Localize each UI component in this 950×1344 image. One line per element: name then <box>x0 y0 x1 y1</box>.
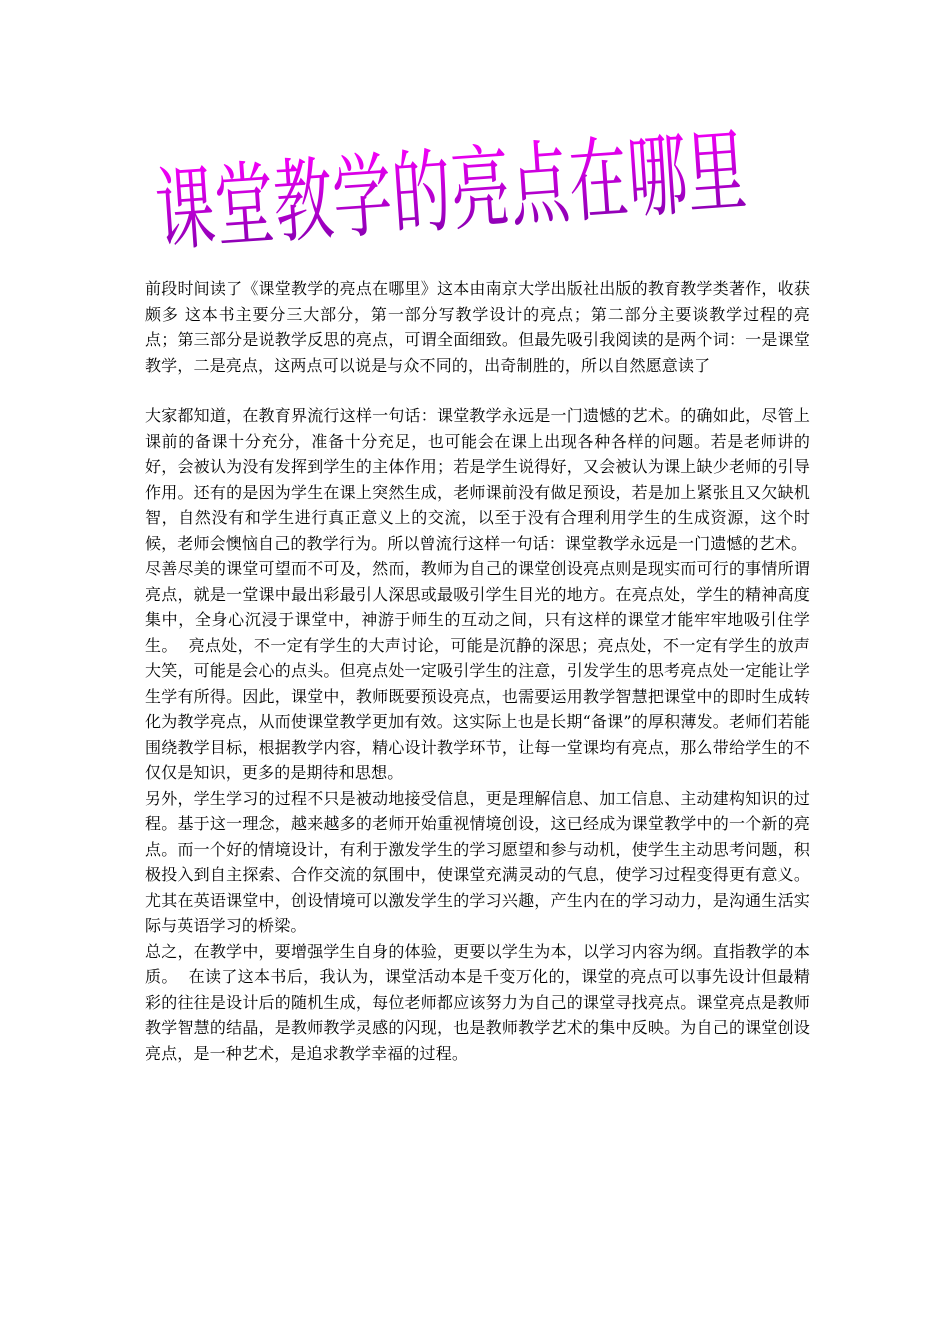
paragraph-3: 尽善尽美的课堂可望而不可及，然而，教师为自己的课堂创设亮点则是现实而可行的事情所谓亮点，就是一堂课中最出彩最引人深思或最吸引学生目光的地方。在亮点处，学生的精神高度集中，全身心沉浸于课堂中，神游于师生的互动之间，只有这样的课堂才能牢牢地吸引住学生。 亮点处，不一定有学生的大声讨论，可能是沉静的深思；亮点处，不一定有学生的放声大笑，可能是会心的点头。但亮点处一定吸引学生的注意，引发学生的思考亮点处一定能让学生学有所得。因此，课堂中，教师既要预设亮点，也需要运用教学智慧把课堂中的即时生成转化为教学亮点，从而使课堂教学更加有效。这实际上也是长期“备课”的厚积薄发。老师们若能围绕教学目标，根据教学内容，精心设计教学环节，让每一堂课均有亮点，那么带给学生的不仅仅是知识，更多的是期待和思想。 <box>145 559 810 782</box>
page-title: 课堂教学的亮点在哪里 <box>152 104 933 265</box>
paragraph-intro: 前段时间读了《课堂教学的亮点在哪里》这本由南京大学出版社出版的教育教学类著作，收获颇多 这本书主要分三大部分，第一部分写教学设计的亮点；第二部分主要谈教学过程的亮点；第三部分是说教学反思的亮点，可谓全面细致。但最先吸引我阅读的是两个词：一是课堂教学，二是亮点，这两点可以说是与众不同的，出奇制胜的，所以自然愿意读了 <box>145 279 810 375</box>
paragraph-2: 大家都知道，在教育界流行这样一句话：课堂教学永远是一门遗憾的艺术。的确如此，尽管上课前的备课十分充分，准备十分充足，也可能会在课上出现各种各样的问题。若是老师讲的好，会被认为没有发挥到学生的主体作用；若是学生说得好，又会被认为课上缺少老师的引导作用。还有的是因为学生在课上突然生成，老师课前没有做足预设，若是加上紧张且又欠缺机智，自然没有和学生进行真正意义上的交流，以至于没有合理利用学生的生成资源，这个时候，老师会懊恼自己的教学行为。所以曾流行这样一句话：课堂教学永远是一门遗憾的艺术。 <box>145 406 810 553</box>
document-body <box>145 276 810 1066</box>
paragraph-conclusion: 总之，在教学中，要增强学生自身的体验，更要以学生为本，以学习内容为纲。直指教学的本质。 在读了这本书后，我认为，课堂活动本是千变万化的，课堂的亮点可以事先设计但最精彩的往往是设计后的随机生成，每位老师都应该努力为自己的课堂寻找亮点。课堂亮点是教师教学智慧的结晶，是教师教学灵感的闪现，也是教师教学艺术的集中反映。为自己的课堂创设亮点，是一种艺术，是追求教学幸福的过程。 <box>145 941 810 1063</box>
wordart-title-graphic <box>150 104 933 265</box>
paragraph-4: 另外，学生学习的过程不只是被动地接受信息，更是理解信息、加工信息、主动建构知识的过程。基于这一理念，越来越多的老师开始重视情境创设，这已经成为课堂教学中的一个新的亮点。而一个好的情境设计，有利于激发学生的学习愿望和参与动机，使学生主动思考问题，积极投入到自主探索、合作交流的氛围中，使课堂充满灵动的气息，使学习过程变得更有意义。尤其在英语课堂中，创设情境可以激发学生的学习兴趣，产生内在的学习动力，是沟通生活实际与英语学习的桥梁。 <box>145 788 810 935</box>
wordart-title <box>150 104 933 265</box>
paragraph-spacer <box>145 378 810 403</box>
